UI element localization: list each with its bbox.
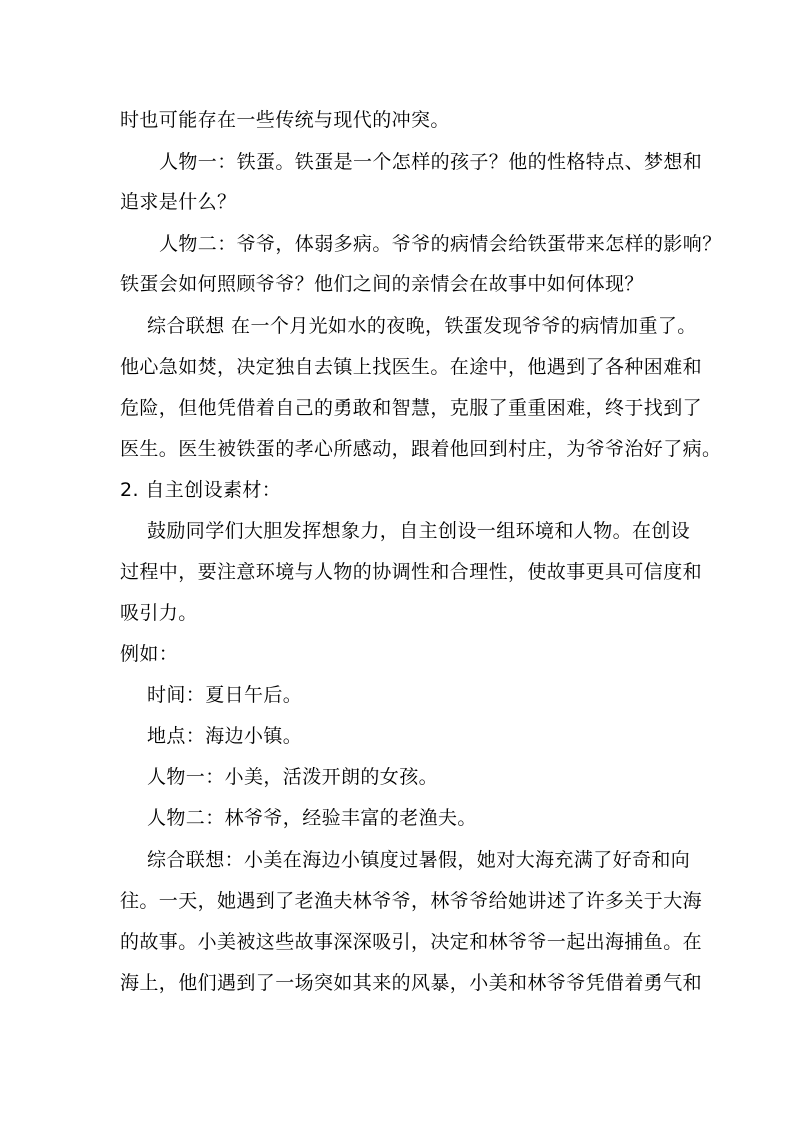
text-line: 综合联想 在一个月光如水的夜晚，铁蛋发现爷爷的病情加重了。 xyxy=(147,315,697,337)
text-line: 人物一：小美，活泼开朗的女孩。 xyxy=(147,766,439,788)
text-line: 人物二：爷爷，体弱多病。爷爷的病情会给铁蛋带来怎样的影响？ xyxy=(159,233,722,255)
text-line: 的故事。小美被这些故事深深吸引，决定和林爷爷一起出海捕鱼。在 xyxy=(120,931,703,953)
text-line: 吸引力。 xyxy=(120,602,198,624)
text-line: 地点：海边小镇。 xyxy=(147,725,303,747)
text-line: 铁蛋会如何照顾爷爷？他们之间的亲情会在故事中如何体现？ xyxy=(120,273,644,295)
text-line: 鼓励同学们大胆发挥想象力，自主创设一组环境和人物。在创设 xyxy=(147,520,691,542)
text-line: 时也可能存在一些传统与现代的冲突。 xyxy=(120,109,450,131)
text-line: 过程中，要注意环境与人物的协调性和合理性，使故事更具可信度和 xyxy=(120,561,703,583)
text-line: 他心急如焚，决定独自去镇上找医生。在途中，他遇到了各种困难和 xyxy=(120,356,703,378)
section-heading: 2. 自主创设素材： xyxy=(120,479,282,501)
text-line: 例如： xyxy=(120,643,179,665)
text-line: 人物一：铁蛋。铁蛋是一个怎样的孩子？他的性格特点、梦想和 xyxy=(159,151,703,173)
text-line: 往。一天，她遇到了老渔夫林爷爷，林爷爷给她讲述了许多关于大海 xyxy=(120,890,703,912)
text-line: 综合联想：小美在海边小镇度过暑假，她对大海充满了好奇和向 xyxy=(147,849,691,871)
text-line: 时间：夏日午后。 xyxy=(147,684,303,706)
text-line: 危险，但他凭借着自己的勇敢和智慧，克服了重重困难，终于找到了 xyxy=(120,397,703,419)
text-line: 追求是什么？ xyxy=(120,191,237,213)
text-line: 医生。医生被铁蛋的孝心所感动，跟着他回到村庄，为爷爷治好了病。 xyxy=(120,438,722,460)
text-line: 海上，他们遇到了一场突如其来的风暴，小美和林爷爷凭借着勇气和 xyxy=(120,972,703,994)
text-line: 人物二：林爷爷，经验丰富的老渔夫。 xyxy=(147,807,477,829)
